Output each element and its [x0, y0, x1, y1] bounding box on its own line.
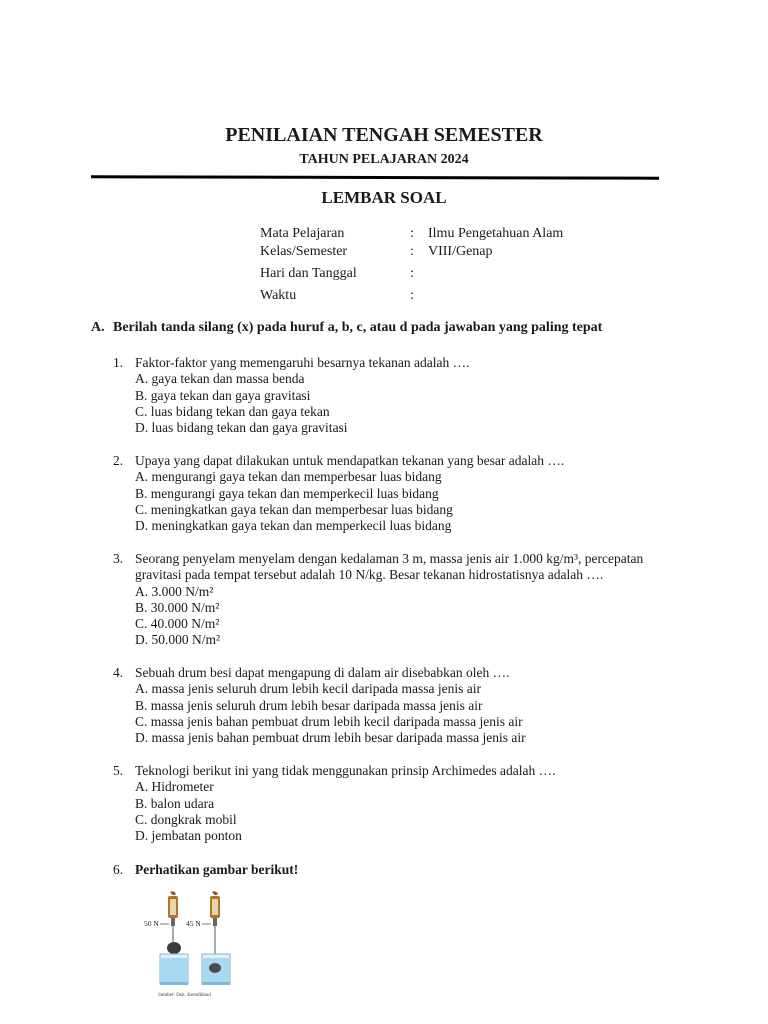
info-label: Waktu — [260, 288, 297, 303]
figure-caption: Sumber: Dok. Kemdikbud — [158, 993, 211, 998]
option-d: D. 50.000 N/m² — [135, 632, 221, 648]
right-spring-balance — [210, 891, 220, 962]
option-a: A. gaya tekan dan massa benda — [135, 371, 305, 387]
info-colon: : — [410, 226, 414, 241]
option-d: D. jembatan ponton — [135, 828, 242, 844]
info-value: VIII/Genap — [428, 244, 493, 259]
option-a: A. mengurangi gaya tekan dan memperbesar luas bidang — [135, 469, 442, 485]
info-colon: : — [410, 266, 414, 281]
left-spring-balance — [167, 891, 181, 954]
question-stem-line-2: gravitasi pada tempat tersebut adalah 10 N/kg. Besar tekanan hidrostatisnya adalah …. — [135, 567, 604, 583]
question-stem: Faktor-faktor yang memengaruhi besarnya tekanan adalah …. — [135, 355, 470, 370]
option-b: B. mengurangi gaya tekan dan memperkecil luas bidang — [135, 485, 439, 501]
right-reading-label: 45 N — [186, 919, 201, 928]
sheet-title: LEMBAR SOAL — [321, 188, 447, 207]
header-divider — [91, 175, 659, 179]
left-reading-label: 50 N — [144, 919, 159, 928]
option-b: B. gaya tekan dan gaya gravitasi — [135, 387, 311, 403]
spring-balance-illustration — [140, 890, 240, 1000]
academic-year: TAHUN PELAJARAN 2024 — [299, 152, 469, 167]
option-b: B. 30.000 N/m² — [135, 599, 220, 615]
option-a: A. Hidrometer — [135, 779, 214, 795]
question-stem: Perhatikan gambar berikut! — [135, 862, 299, 877]
question-stem-line-1: Seorang penyelam menyelam dengan kedalaman 3 m, massa jenis air 1.000 kg/m³, percepatan — [135, 551, 644, 566]
info-value: Ilmu Pengetahuan Alam — [428, 226, 564, 241]
option-c: C. dongkrak mobil — [135, 811, 237, 827]
option-b: B. massa jenis seluruh drum lebih besar daripada massa jenis air — [135, 697, 483, 713]
option-d: D. massa jenis bahan pembuat drum lebih besar daripada massa jenis air — [135, 730, 526, 746]
option-d: D. luas bidang tekan dan gaya gravitasi — [135, 420, 348, 436]
info-label: Kelas/Semester — [260, 244, 348, 259]
info-colon: : — [410, 288, 414, 303]
option-b: B. balon udara — [135, 795, 215, 811]
option-c: C. luas bidang tekan dan gaya tekan — [135, 403, 330, 419]
option-c: C. meningkatkan gaya tekan dan memperbesar luas bidang — [135, 501, 453, 517]
option-d: D. meningkatkan gaya tekan dan memperkecil luas bidang — [135, 518, 452, 534]
page-title: PENILAIAN TENGAH SEMESTER — [225, 124, 543, 146]
question-number: 5. — [113, 763, 124, 778]
info-label: Hari dan Tanggal — [260, 266, 357, 281]
question-stem: Sebuah drum besi dapat mengapung di dalam air disebabkan oleh …. — [135, 665, 510, 680]
question-stem: Upaya yang dapat dilakukan untuk mendapatkan tekanan yang besar adalah …. — [135, 453, 565, 468]
question-number: 4. — [113, 665, 124, 680]
info-colon: : — [410, 244, 414, 259]
question-number: 6. — [113, 862, 124, 877]
section-letter: A. — [91, 320, 105, 335]
spring-balance-figure — [140, 890, 240, 1000]
info-label: Mata Pelajaran — [260, 226, 345, 241]
question-stem: Teknologi berikut ini yang tidak menggunakan prinsip Archimedes adalah …. — [135, 763, 556, 778]
question-number: 2. — [113, 453, 124, 468]
option-c: C. 40.000 N/m² — [135, 616, 220, 632]
section-text: Berilah tanda silang (x) pada huruf a, b, c, atau d pada jawaban yang paling tepat — [113, 320, 603, 335]
section-instruction — [91, 320, 602, 336]
question-number: 3. — [113, 551, 124, 566]
option-c: C. massa jenis bahan pembuat drum lebih kecil daripada massa jenis air — [135, 713, 523, 729]
question-number: 1. — [113, 355, 124, 370]
option-a: A. 3.000 N/m² — [135, 583, 214, 599]
option-a: A. massa jenis seluruh drum lebih kecil daripada massa jenis air — [135, 681, 482, 697]
